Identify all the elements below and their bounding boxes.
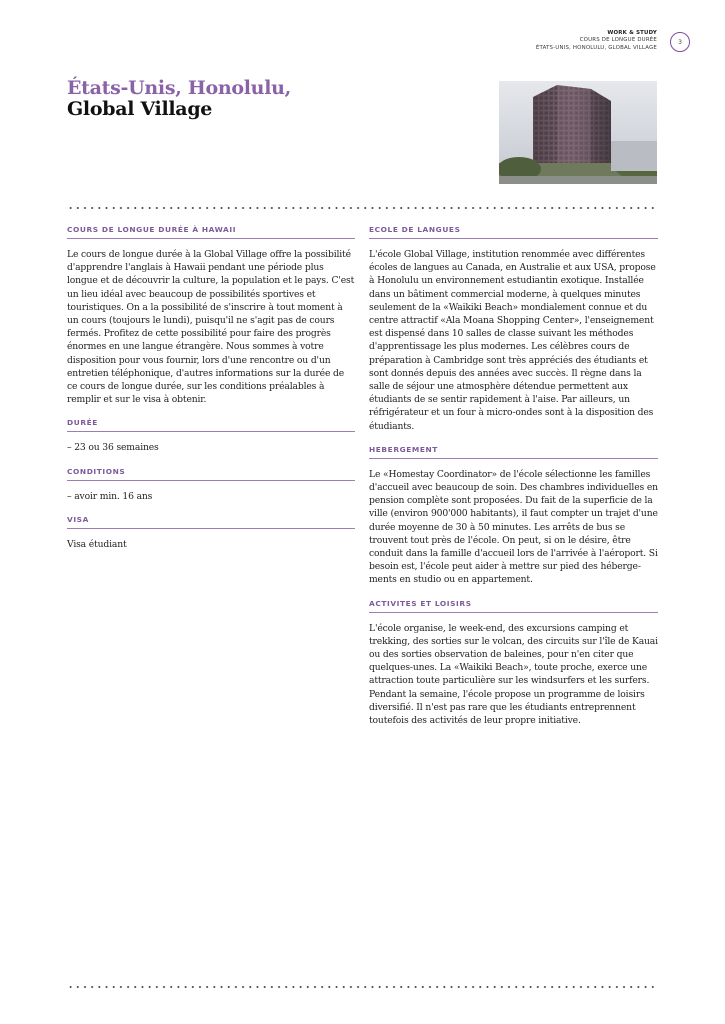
- dotted-divider-bottom: [67, 986, 658, 988]
- section-heading-cours: COURS DE LONGUE DURÉE À HAWAII: [67, 225, 355, 239]
- section-text-activites: L'école organise, le week-end, des excursions camping et trekking, des sorties sur le volcan, des circuits sur l'île de Kauai ou des sorties observation de baleines, pour n'en citer que quelques-unes. La «Waikiki Beach», toute proche, exerce une attraction toute particulière sur les windsurfers et les surfers. Pendant la semaine, l'école propose un programme de loisirs diversifié. Il n'est pas rare que les étudiants entreprennent toutefois des activités de leur propre initiative.: [369, 622, 658, 727]
- building-photo: [499, 81, 657, 184]
- running-header: [397, 30, 657, 52]
- page-title: [67, 78, 291, 120]
- section-text-cours: Le cours de longue durée à la Global Village offre la possibilité d'apprendre l'anglais à Hawaii pendant une période plus longue et de découvrir la culture, la population et le pays. C'est un lieu idéal avec beaucoup de possibilités sportives et touristiques. On a la possibilité de s'inscrire à tout moment à un cours (toujours le lundi), puisqu'il ne s'agit pas de cours fermés. Profitez de cette possibilité pour faire des progrès énormes en une langue étrangère. Nous sommes à votre disposition pour vous fournir, lors d'une rencontre ou d'un entretien téléphonique, d'autres informations sur la durée de ce cours de longue durée, sur les conditions préalables à remplir et sur le visa à obtenir.: [67, 249, 355, 406]
- section-heading-ecole: ECOLE DE LANGUES: [369, 225, 658, 239]
- building-illustration: [499, 81, 657, 184]
- header-line-3: ÉTATS-UNIS, HONOLULU, GLOBAL VILLAGE: [535, 44, 657, 51]
- page-number: 3: [670, 32, 690, 52]
- section-text-duree: – 23 ou 36 semaines: [67, 442, 159, 454]
- dotted-divider-top: [67, 207, 658, 209]
- section-text-visa: Visa étudiant: [67, 538, 127, 550]
- section-heading-activites: ACTIVITES ET LOISIRS: [369, 599, 658, 613]
- section-heading-visa: VISA: [67, 515, 355, 529]
- header-line-2: COURS DE LONGUE DURÉE: [579, 37, 657, 44]
- header-line-1: WORK & STUDY: [607, 30, 657, 36]
- section-heading-conditions: CONDITIONS: [67, 467, 355, 481]
- section-text-ecole: L'école Global Village, institution renommée avec différentes écoles de langues au Canada, en Australie et aux USA, propose à Honolulu un environnement estudiantin exotique. Installée dans un bâtiment commercial moderne, à quelques minutes seulement de la «Waikiki Beach» mondialement connue et du centre attractif «Ala Moana Shopping Center», l'enseignement est dispensé dans 10 salles de classe suivant les méthodes d'apprentissage les plus modernes. Les célèbres cours de préparation à Cambridge sont très appréciés des étudiants et sont donnés depuis des années avec succès. Il règne dans la salle de séjour une atmosphère détendue permettent aux étudiants de se sentir rapidement à l'aise. Par ailleurs, un réfrigérateur et un four à micro-ondes sont à la disposition des étudiants.: [369, 249, 656, 432]
- section-text-conditions: – avoir min. 16 ans: [67, 490, 153, 502]
- section-text-hebergement: Le «Homestay Coordinator» de l'école sélectionne les familles d'accueil avec beaucoup de soin. Des chambres individuelles en pension complète sont proposées. Du fait de la superficie de la ville (environ 900'000 habitants), il faut compter un trajet d'une durée moyenne de 30 à 50 minutes. Les arrêts de bus se trouvent tout près de l'école. On peut, si on le désire, être conduit dans la famille d'accueil lors de l'arrivée à l'aéroport. Si besoin est, l'école peut aider à mettre sur pied des hébergements en studio ou en appartement.: [369, 468, 658, 586]
- right-column: [369, 225, 658, 727]
- left-column: [67, 225, 355, 551]
- title-location: États-Unis, Honolulu,: [67, 77, 291, 99]
- title-school: Global Village: [67, 98, 213, 120]
- section-heading-duree: DURÉE: [67, 418, 355, 432]
- section-heading-hebergement: HEBERGEMENT: [369, 445, 658, 459]
